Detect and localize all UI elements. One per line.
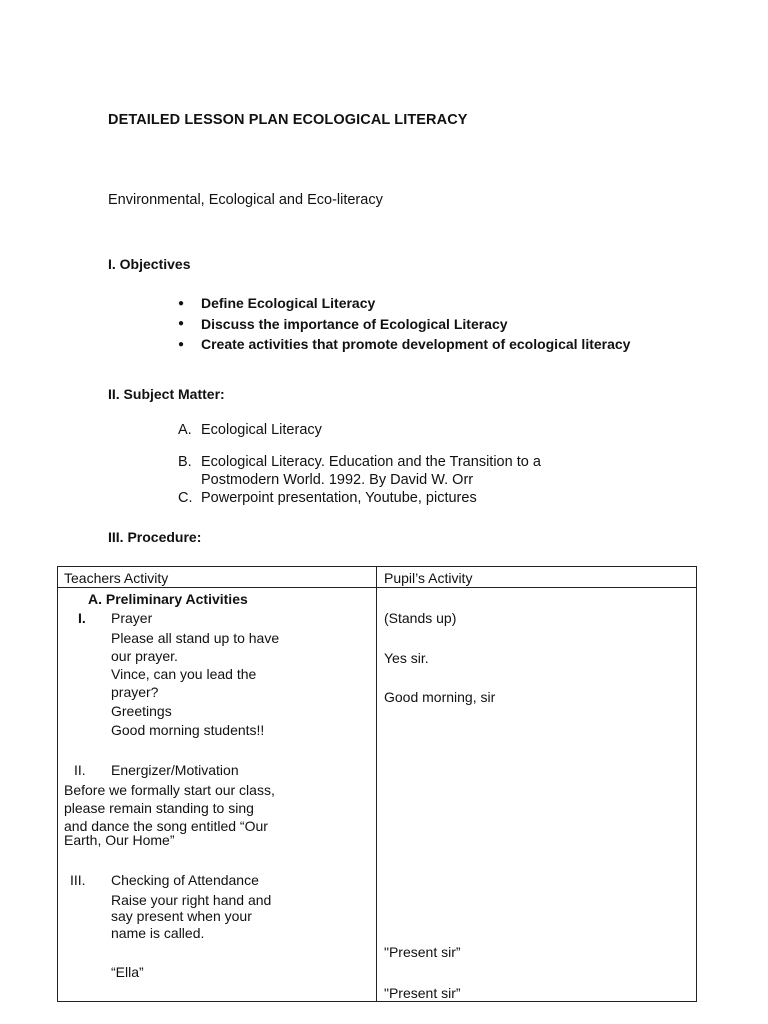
pupil-text: Good morning, sir (384, 689, 496, 705)
teacher-text: Please all stand up to have (111, 630, 280, 646)
document-title: DETAILED LESSON PLAN ECOLOGICAL LITERACY (108, 112, 468, 128)
teacher-text: and dance the song entitled “Our (64, 818, 268, 834)
teacher-text: name is called. (111, 925, 205, 941)
objective-item: ● Create activities that promote development of ecological literacy (178, 336, 631, 353)
pupil-text: "Present sir” (384, 985, 461, 1001)
pupil-text: "Present sir” (384, 944, 461, 960)
header-teachers-activity: Teachers Activity (64, 570, 169, 586)
table-column-divider (376, 567, 377, 1001)
teacher-text: Vince, can you lead the (111, 666, 257, 682)
objectives-list (178, 293, 630, 355)
greetings-heading: Greetings (111, 703, 172, 719)
subject-item-a: A. Ecological Literacy (178, 422, 322, 438)
document-subtitle: Environmental, Ecological and Eco-literacy (108, 192, 383, 208)
teacher-text: say present when your (111, 908, 252, 924)
subject-item-b: B. Ecological Literacy. Education and the Transition to a Postmodern World. 1992. By David W. Orr (178, 454, 541, 488)
teacher-text: our prayer. (111, 648, 178, 664)
procedure-heading: III. Procedure: (108, 529, 202, 545)
objective-item: ● Define Ecological Literacy (178, 295, 376, 312)
teacher-text: prayer? (111, 684, 159, 700)
bullet-icon: ● (178, 297, 185, 309)
attendance-number: III. (70, 872, 86, 888)
header-pupils-activity: Pupil’s Activity (384, 570, 473, 586)
procedure-table (57, 566, 697, 1002)
prayer-heading: Prayer (111, 610, 153, 626)
teacher-text: Raise your right hand and (111, 892, 272, 908)
objectives-heading: I. Objectives (108, 256, 191, 272)
energizer-number: II. (74, 762, 86, 778)
teacher-text: Good morning students!! (111, 722, 265, 738)
attendance-heading: Checking of Attendance (111, 872, 259, 888)
teacher-text: “Ella” (111, 964, 144, 980)
objective-item: ● Discuss the importance of Ecological Literacy (178, 315, 508, 332)
pupil-text: (Stands up) (384, 610, 457, 626)
bullet-icon: ● (178, 318, 185, 330)
bullet-icon: ● (178, 338, 185, 350)
subject-matter-heading: II. Subject Matter: (108, 386, 225, 402)
teacher-text: Earth, Our Home” (64, 832, 175, 848)
section-preliminary-activities: A. Preliminary Activities (88, 591, 248, 607)
subject-item-c: C. Powerpoint presentation, Youtube, pictures (178, 490, 477, 506)
prayer-number: I. (78, 610, 86, 626)
teacher-text: Before we formally start our class, (64, 782, 275, 798)
pupil-text: Yes sir. (384, 650, 429, 666)
energizer-heading: Energizer/Motivation (111, 762, 239, 778)
teacher-text: please remain standing to sing (64, 800, 254, 816)
